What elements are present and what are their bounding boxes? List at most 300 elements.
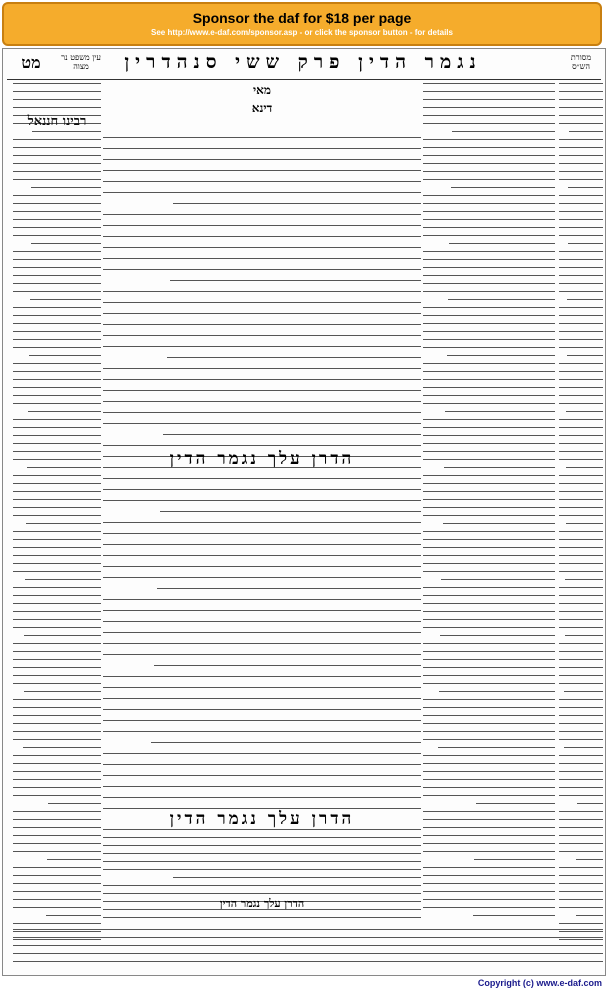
text-line bbox=[559, 363, 603, 364]
text-line bbox=[13, 435, 101, 436]
text-line bbox=[13, 451, 101, 452]
text-line bbox=[559, 115, 603, 116]
text-line bbox=[559, 875, 603, 876]
text-line bbox=[170, 280, 421, 281]
text-line bbox=[13, 547, 101, 548]
text-line bbox=[13, 507, 101, 508]
text-line bbox=[13, 179, 101, 180]
text-line bbox=[559, 619, 603, 620]
text-line bbox=[13, 363, 101, 364]
text-line bbox=[559, 611, 603, 612]
text-line bbox=[103, 247, 421, 248]
text-line bbox=[103, 137, 421, 138]
text-line bbox=[13, 419, 101, 420]
text-line bbox=[103, 401, 421, 402]
running-title: נגמר הדין פרק ששי סנהדרין bbox=[124, 51, 482, 73]
text-line bbox=[438, 747, 555, 748]
text-line bbox=[13, 739, 101, 740]
hadran-heading-mid: הדרן עלך נגמר הדין bbox=[169, 449, 355, 469]
text-line bbox=[13, 83, 101, 84]
sponsor-title[interactable]: Sponsor the daf for $18 per page bbox=[192, 10, 412, 26]
text-line bbox=[559, 371, 603, 372]
text-line bbox=[103, 709, 421, 710]
text-line bbox=[448, 299, 555, 300]
text-line bbox=[13, 379, 101, 380]
text-line bbox=[423, 307, 555, 308]
text-line bbox=[103, 698, 421, 699]
text-line bbox=[13, 763, 101, 764]
text-line bbox=[13, 235, 101, 236]
text-line bbox=[48, 803, 101, 804]
text-line bbox=[151, 742, 421, 743]
text-line bbox=[423, 883, 555, 884]
text-line bbox=[423, 379, 555, 380]
text-line bbox=[559, 227, 603, 228]
text-line bbox=[423, 83, 555, 84]
text-line bbox=[423, 451, 555, 452]
text-line bbox=[559, 251, 603, 252]
text-line bbox=[103, 335, 421, 336]
text-line bbox=[47, 859, 101, 860]
text-line bbox=[423, 235, 555, 236]
text-line bbox=[13, 251, 101, 252]
text-line bbox=[423, 707, 555, 708]
text-line bbox=[103, 533, 421, 534]
text-line bbox=[476, 803, 555, 804]
copyright-link[interactable]: Copyright (c) www.e-daf.com bbox=[477, 978, 602, 988]
text-line bbox=[559, 899, 603, 900]
text-line bbox=[423, 315, 555, 316]
text-line bbox=[13, 203, 101, 204]
text-line bbox=[423, 419, 555, 420]
text-line bbox=[559, 203, 603, 204]
text-line bbox=[13, 403, 101, 404]
text-line bbox=[13, 347, 101, 348]
text-line bbox=[559, 891, 603, 892]
text-line bbox=[23, 747, 101, 748]
text-line bbox=[103, 786, 421, 787]
text-line bbox=[103, 885, 421, 886]
text-line bbox=[423, 659, 555, 660]
footnote-text-lines bbox=[13, 929, 603, 962]
text-line bbox=[423, 667, 555, 668]
text-line bbox=[103, 676, 421, 677]
text-line bbox=[423, 147, 555, 148]
text-line bbox=[13, 699, 101, 700]
text-line bbox=[559, 379, 603, 380]
text-line bbox=[13, 811, 101, 812]
text-line bbox=[577, 803, 603, 804]
text-line bbox=[559, 155, 603, 156]
text-line bbox=[423, 587, 555, 588]
text-line bbox=[103, 236, 421, 237]
bottom-commentary bbox=[103, 829, 421, 929]
text-line bbox=[13, 491, 101, 492]
text-line bbox=[13, 627, 101, 628]
text-line bbox=[13, 595, 101, 596]
text-line bbox=[103, 346, 421, 347]
text-line bbox=[13, 819, 101, 820]
text-line bbox=[173, 203, 421, 204]
gemara-opening-word: מאי bbox=[253, 83, 271, 97]
text-line bbox=[13, 603, 101, 604]
text-line bbox=[423, 731, 555, 732]
text-line bbox=[13, 107, 101, 108]
text-line bbox=[27, 467, 101, 468]
text-line bbox=[559, 651, 603, 652]
text-line bbox=[576, 915, 603, 916]
text-line bbox=[103, 170, 421, 171]
text-line bbox=[31, 187, 101, 188]
text-line bbox=[103, 544, 421, 545]
text-line bbox=[564, 747, 603, 748]
text-line bbox=[13, 923, 101, 924]
tosfot-text-lines bbox=[13, 83, 101, 940]
text-line bbox=[103, 181, 421, 182]
text-line bbox=[103, 258, 421, 259]
text-line bbox=[444, 467, 555, 468]
text-line bbox=[559, 739, 603, 740]
text-line bbox=[423, 387, 555, 388]
text-line bbox=[559, 427, 603, 428]
text-line bbox=[103, 775, 421, 776]
text-line bbox=[13, 883, 101, 884]
text-line bbox=[473, 915, 555, 916]
text-line bbox=[32, 131, 101, 132]
text-line bbox=[103, 654, 421, 655]
text-line bbox=[13, 427, 101, 428]
text-line bbox=[568, 243, 603, 244]
text-line bbox=[423, 363, 555, 364]
text-line bbox=[13, 515, 101, 516]
text-line bbox=[423, 507, 555, 508]
text-line bbox=[13, 211, 101, 212]
text-line bbox=[474, 859, 555, 860]
text-line bbox=[423, 547, 555, 548]
text-line bbox=[445, 411, 555, 412]
text-line bbox=[559, 555, 603, 556]
text-line bbox=[26, 523, 101, 524]
text-line bbox=[46, 915, 101, 916]
text-line bbox=[103, 861, 421, 862]
text-line bbox=[423, 203, 555, 204]
text-line bbox=[13, 475, 101, 476]
text-line bbox=[423, 763, 555, 764]
text-line bbox=[559, 683, 603, 684]
text-line bbox=[423, 115, 555, 116]
text-line bbox=[13, 755, 101, 756]
text-line bbox=[13, 259, 101, 260]
text-line bbox=[559, 387, 603, 388]
text-line bbox=[559, 139, 603, 140]
text-line bbox=[103, 643, 421, 644]
text-line bbox=[423, 163, 555, 164]
text-line bbox=[30, 299, 101, 300]
text-line bbox=[13, 227, 101, 228]
text-line bbox=[103, 893, 421, 894]
text-line bbox=[13, 619, 101, 620]
text-line bbox=[559, 267, 603, 268]
text-line bbox=[103, 621, 421, 622]
text-line bbox=[423, 875, 555, 876]
text-line bbox=[103, 632, 421, 633]
sponsor-banner[interactable] bbox=[2, 2, 602, 46]
text-line bbox=[13, 155, 101, 156]
tosfot-column bbox=[13, 83, 101, 953]
text-line bbox=[564, 691, 603, 692]
text-line bbox=[13, 283, 101, 284]
text-line bbox=[423, 699, 555, 700]
text-line bbox=[13, 267, 101, 268]
text-line bbox=[423, 483, 555, 484]
text-line bbox=[13, 563, 101, 564]
text-line bbox=[423, 787, 555, 788]
text-line bbox=[559, 163, 603, 164]
text-line bbox=[103, 599, 421, 600]
text-line bbox=[559, 531, 603, 532]
text-line bbox=[103, 829, 421, 830]
text-line bbox=[559, 307, 603, 308]
header-rule bbox=[7, 79, 601, 80]
sponsor-subtitle[interactable]: See http://www.e-daf.com/sponsor.asp - or click the sponsor button - for details bbox=[151, 28, 453, 37]
text-line bbox=[423, 267, 555, 268]
text-line bbox=[103, 478, 421, 479]
text-line bbox=[559, 819, 603, 820]
text-line bbox=[423, 91, 555, 92]
text-line bbox=[423, 195, 555, 196]
text-line bbox=[423, 643, 555, 644]
text-line bbox=[13, 331, 101, 332]
text-line bbox=[423, 819, 555, 820]
text-line bbox=[559, 867, 603, 868]
text-line bbox=[423, 475, 555, 476]
text-line bbox=[559, 195, 603, 196]
text-line bbox=[559, 771, 603, 772]
text-line bbox=[423, 219, 555, 220]
gemara-text-lines bbox=[103, 137, 421, 809]
text-line bbox=[167, 357, 421, 358]
text-line bbox=[559, 587, 603, 588]
text-line bbox=[568, 187, 603, 188]
text-line bbox=[423, 491, 555, 492]
text-line bbox=[447, 355, 555, 356]
text-line bbox=[559, 475, 603, 476]
text-line bbox=[559, 563, 603, 564]
text-line bbox=[559, 539, 603, 540]
text-line bbox=[24, 691, 101, 692]
text-line bbox=[13, 307, 101, 308]
text-line bbox=[13, 339, 101, 340]
text-line bbox=[13, 707, 101, 708]
text-line bbox=[103, 368, 421, 369]
text-line bbox=[103, 225, 421, 226]
text-line bbox=[103, 917, 421, 918]
text-line bbox=[565, 579, 603, 580]
text-line bbox=[559, 395, 603, 396]
text-line bbox=[423, 99, 555, 100]
text-line bbox=[423, 155, 555, 156]
text-line bbox=[559, 515, 603, 516]
text-line bbox=[559, 603, 603, 604]
text-line bbox=[103, 869, 421, 870]
text-line bbox=[559, 107, 603, 108]
text-line bbox=[13, 929, 603, 930]
text-line bbox=[423, 211, 555, 212]
text-line bbox=[559, 507, 603, 508]
text-line bbox=[559, 91, 603, 92]
text-line bbox=[423, 275, 555, 276]
text-line bbox=[13, 139, 101, 140]
text-line bbox=[559, 483, 603, 484]
text-line bbox=[103, 731, 421, 732]
text-line bbox=[440, 635, 555, 636]
text-line bbox=[423, 571, 555, 572]
text-line bbox=[559, 499, 603, 500]
text-line bbox=[439, 691, 555, 692]
text-line bbox=[423, 443, 555, 444]
text-line bbox=[559, 715, 603, 716]
text-line bbox=[559, 667, 603, 668]
text-line bbox=[13, 611, 101, 612]
text-line bbox=[423, 851, 555, 852]
talmud-page bbox=[2, 48, 606, 976]
text-line bbox=[559, 419, 603, 420]
text-line bbox=[103, 853, 421, 854]
text-line bbox=[559, 843, 603, 844]
text-line bbox=[13, 795, 101, 796]
text-line bbox=[163, 434, 421, 435]
text-line bbox=[13, 667, 101, 668]
text-line bbox=[559, 83, 603, 84]
text-line bbox=[13, 827, 101, 828]
text-line bbox=[559, 179, 603, 180]
text-line bbox=[13, 219, 101, 220]
text-line bbox=[13, 371, 101, 372]
text-line bbox=[559, 235, 603, 236]
text-line bbox=[103, 687, 421, 688]
text-line bbox=[13, 659, 101, 660]
text-line bbox=[567, 299, 603, 300]
text-line bbox=[423, 323, 555, 324]
text-line bbox=[559, 339, 603, 340]
text-line bbox=[29, 355, 101, 356]
marginal-text-lines bbox=[559, 83, 603, 940]
text-line bbox=[103, 610, 421, 611]
text-line bbox=[13, 715, 101, 716]
text-line bbox=[559, 99, 603, 100]
text-line bbox=[423, 619, 555, 620]
text-line bbox=[13, 531, 101, 532]
text-line bbox=[566, 467, 603, 468]
text-line bbox=[559, 259, 603, 260]
text-line bbox=[559, 779, 603, 780]
text-line bbox=[13, 99, 101, 100]
text-line bbox=[13, 953, 603, 954]
text-line bbox=[103, 522, 421, 523]
text-line bbox=[559, 123, 603, 124]
text-line bbox=[13, 499, 101, 500]
text-line bbox=[423, 539, 555, 540]
text-line bbox=[423, 531, 555, 532]
text-line bbox=[13, 731, 101, 732]
text-line bbox=[423, 907, 555, 908]
text-line bbox=[103, 500, 421, 501]
text-line bbox=[13, 891, 101, 892]
text-line bbox=[423, 675, 555, 676]
text-line bbox=[423, 331, 555, 332]
text-line bbox=[423, 435, 555, 436]
text-line bbox=[13, 651, 101, 652]
text-line bbox=[103, 489, 421, 490]
right-marginal-title: מסורת הש״ס bbox=[570, 53, 592, 71]
text-line bbox=[423, 603, 555, 604]
text-line bbox=[423, 627, 555, 628]
rashi-text-lines bbox=[423, 83, 555, 916]
text-line bbox=[423, 867, 555, 868]
text-line bbox=[13, 395, 101, 396]
text-line bbox=[103, 324, 421, 325]
text-line bbox=[103, 214, 421, 215]
text-line bbox=[559, 787, 603, 788]
text-line bbox=[559, 219, 603, 220]
text-line bbox=[443, 523, 555, 524]
text-line bbox=[13, 771, 101, 772]
text-line bbox=[13, 163, 101, 164]
text-line bbox=[559, 723, 603, 724]
text-line bbox=[103, 837, 421, 838]
text-line bbox=[559, 315, 603, 316]
rabbeinu-chananel-title: רבינו חננאל bbox=[27, 114, 87, 129]
text-line bbox=[565, 635, 603, 636]
text-line bbox=[13, 835, 101, 836]
text-line bbox=[13, 899, 101, 900]
page-header bbox=[3, 49, 605, 79]
text-line bbox=[13, 555, 101, 556]
text-line bbox=[423, 891, 555, 892]
hadran-heading-bottom: הדרן עלך נגמר הדין bbox=[169, 809, 355, 829]
text-line bbox=[452, 131, 555, 132]
text-line bbox=[559, 659, 603, 660]
text-line bbox=[13, 571, 101, 572]
text-line bbox=[13, 907, 101, 908]
text-line bbox=[423, 427, 555, 428]
text-line bbox=[559, 331, 603, 332]
text-line bbox=[423, 779, 555, 780]
text-line bbox=[103, 423, 421, 424]
text-line bbox=[103, 390, 421, 391]
text-line bbox=[423, 739, 555, 740]
text-line bbox=[25, 579, 101, 580]
text-line bbox=[103, 797, 421, 798]
text-line bbox=[567, 355, 603, 356]
text-line bbox=[423, 811, 555, 812]
text-line bbox=[559, 883, 603, 884]
text-line bbox=[103, 379, 421, 380]
text-line bbox=[423, 291, 555, 292]
text-line bbox=[13, 275, 101, 276]
text-line bbox=[13, 875, 101, 876]
text-line bbox=[423, 259, 555, 260]
text-line bbox=[103, 720, 421, 721]
text-line bbox=[423, 403, 555, 404]
text-line bbox=[423, 795, 555, 796]
text-line bbox=[423, 179, 555, 180]
text-line bbox=[103, 577, 421, 578]
text-line bbox=[559, 323, 603, 324]
text-line bbox=[559, 459, 603, 460]
text-line bbox=[559, 923, 603, 924]
text-line bbox=[559, 403, 603, 404]
